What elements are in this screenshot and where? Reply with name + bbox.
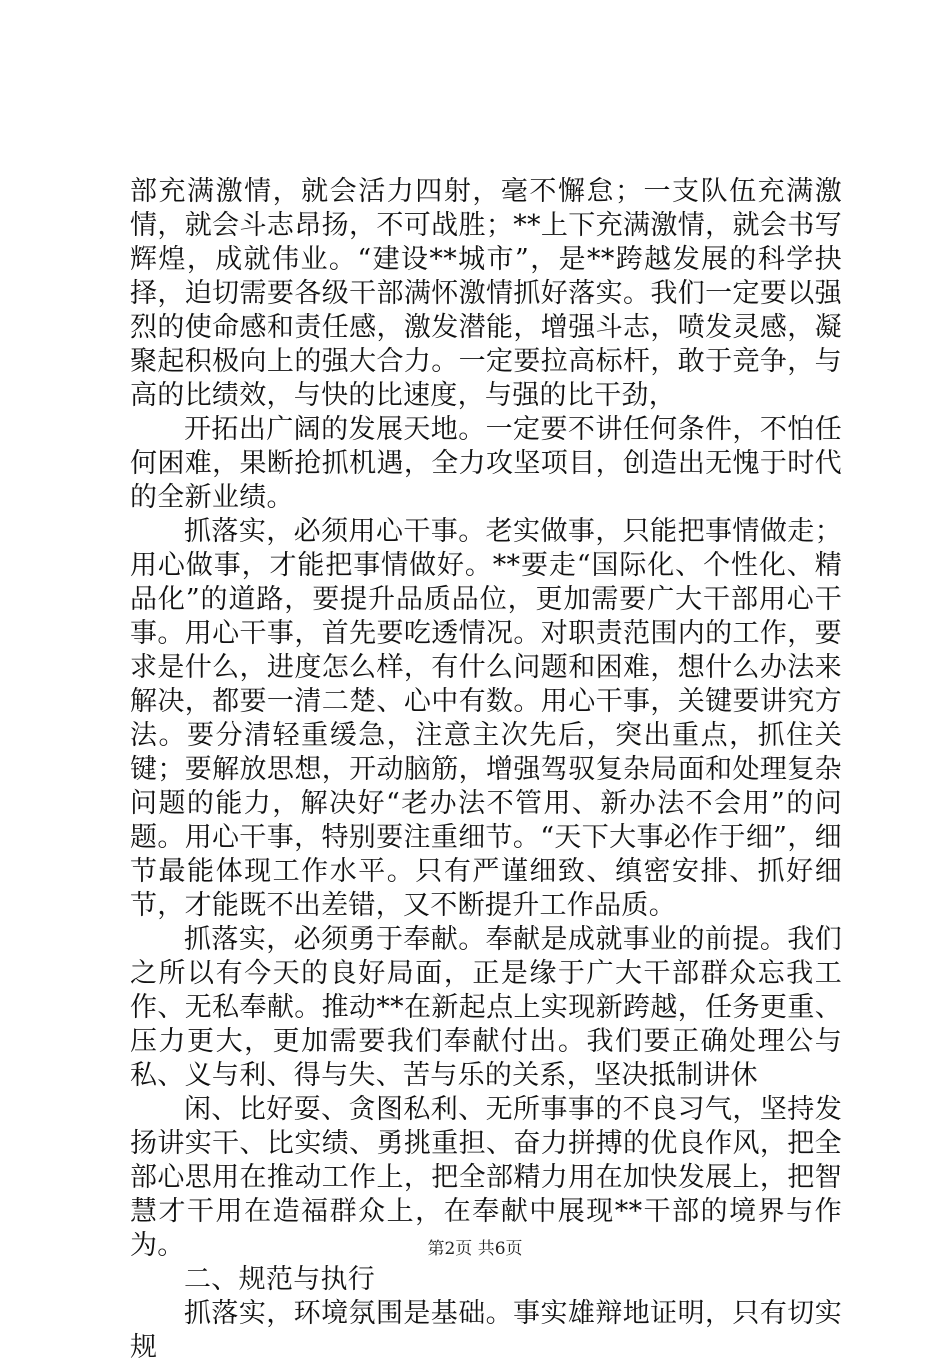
document-body (130, 175, 842, 1365)
paragraph-3: 抓落实，必须用心干事。老实做事，只能把事情做走；用心做事，才能把事情做好。**要走“国际化、个性化、精品化”的道路，要提升品质品位，更加需要广大干部用心干事。用心干事，首先要吃透情况。对职责范围内的工作，要求是什么，进度怎么样，有什么问题和困难，想什么办法来解决，都要一清二楚、心中有数。用心干事，关键要讲究方法。要分清轻重缓急，注意主次先后，突出重点，抓住关键；要解放思想，开动脑筋，增强驾驭复杂局面和处理复杂问题的能力，解决好“老办法不管用、新办法不会用”的问题。用心干事，特别要注重细节。“天下大事必作于细”，细节最能体现工作水平。只有严谨细致、缜密安排、抓好细节，才能既不出差错，又不断提升工作品质。 (130, 516, 842, 921)
paragraph-2: 开拓出广阔的发展天地。一定要不讲任何条件，不怕任何困难，果断抢抓机遇，全力攻坚项目，创造出无愧于时代的全新业绩。 (130, 414, 842, 513)
page-number-footer: 第2页 共6页 (427, 1239, 523, 1259)
paragraph-6: 抓落实，环境氛围是基础。事实雄辩地证明，只有切实规 (130, 1298, 842, 1363)
paragraph-5: 闲、比好耍、贪图私利、无所事事的不良习气，坚持发扬讲实干、比实绩、勇挑重担、奋力拼搏的优良作风，把全部心思用在推动工作上，把全部精力用在加快发展上，把智慧才干用在造福群众上，在奉献中展现**干部的境界与作为。 (130, 1094, 842, 1261)
section-heading: 二、规范与执行 (184, 1264, 376, 1295)
paragraph-4: 抓落实，必须勇于奉献。奉献是成就事业的前提。我们之所以有今天的良好局面，正是缘于广大干部群众忘我工作、无私奉献。推动**在新起点上实现新跨越，任务更重、压力更大，更加需要我们奉献付出。我们要正确处理公与私、义与利、得与失、苦与乐的关系，坚决抵制讲休 (130, 924, 842, 1091)
paragraph-1: 部充满激情，就会活力四射，毫不懈怠；一支队伍充满激情，就会斗志昂扬，不可战胜；**上下充满激情，就会书写辉煌，成就伟业。“建设**城市”，是**跨越发展的科学抉择，迫切需要各级干部满怀激情抓好落实。我们一定要以强烈的使命感和责任感，激发潜能，增强斗志，喷发灵感，凝聚起积极向上的强大合力。一定要拉高标杆，敢于竞争，与高的比绩效，与快的比速度，与强的比干劲， (130, 176, 842, 411)
